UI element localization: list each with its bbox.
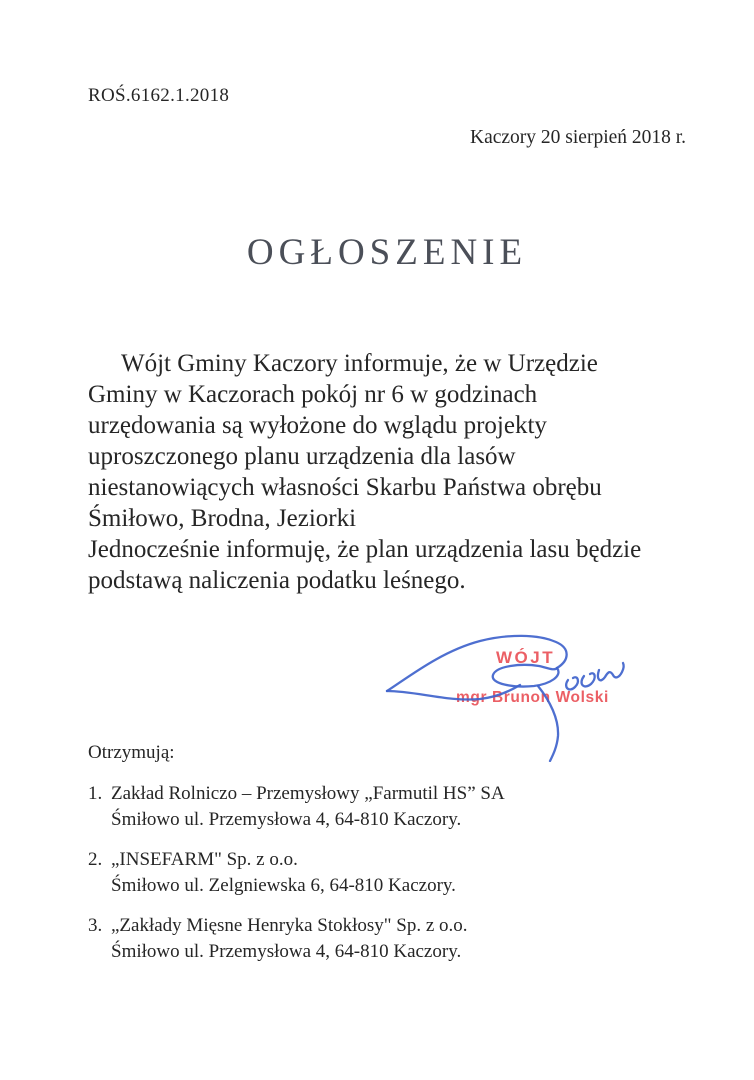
- recipient-address: Śmiłowo ul. Przemysłowa 4, 64-810 Kaczory.: [111, 809, 462, 830]
- recipient-number: 1.: [88, 783, 103, 804]
- body-line: Śmiłowo, Brodna, Jeziorki: [88, 505, 357, 532]
- body-line: Wójt Gminy Kaczory informuje, że w Urzędzie: [121, 350, 598, 377]
- recipient-name: „Zakłady Mięsne Henryka Stokłosy" Sp. z o.o.: [111, 915, 468, 936]
- body-line: podstawą naliczenia podatku leśnego.: [88, 567, 466, 594]
- page-title: OGŁOSZENIE: [246, 232, 528, 273]
- recipient-item: [88, 781, 648, 833]
- body-line: niestanowiących własności Skarbu Państwa obrębu: [88, 474, 602, 501]
- recipient-name-line: [88, 913, 648, 939]
- recipient-item: [88, 913, 648, 965]
- recipient-name-line: [88, 847, 648, 873]
- recipient-name-line: [88, 781, 648, 807]
- stamp-name: mgr Brunon Wolski: [456, 689, 609, 706]
- recipient-name: „INSEFARM" Sp. z o.o.: [111, 849, 298, 870]
- stamp-title: WÓJT: [496, 648, 556, 667]
- dateline: Kaczory 20 sierpień 2018 r.: [470, 127, 687, 148]
- body-line: Jednocześnie informuję, że plan urządzenia lasu będzie: [88, 536, 642, 563]
- announcement-body: [88, 348, 698, 596]
- recipients-heading: Otrzymują:: [88, 742, 175, 763]
- body-line: Gminy w Kaczorach pokój nr 6 w godzinach: [88, 381, 538, 408]
- recipients-section: [88, 740, 648, 979]
- recipient-number: 2.: [88, 849, 103, 870]
- recipient-address: Śmiłowo ul. Przemysłowa 4, 64-810 Kaczory.: [111, 941, 462, 962]
- body-line: urzędowania są wyłożone do wglądu projekty: [88, 412, 547, 439]
- recipient-name: Zakład Rolniczo – Przemysłowy „Farmutil HS” SA: [111, 783, 505, 804]
- recipient-item: [88, 847, 648, 899]
- reference-number: ROŚ.6162.1.2018: [88, 85, 230, 106]
- recipient-address: Śmiłowo ul. Zelgniewska 6, 64-810 Kaczory.: [111, 875, 456, 896]
- body-line: uproszczonego planu urządzenia dla lasów: [88, 443, 516, 470]
- recipient-number: 3.: [88, 915, 103, 936]
